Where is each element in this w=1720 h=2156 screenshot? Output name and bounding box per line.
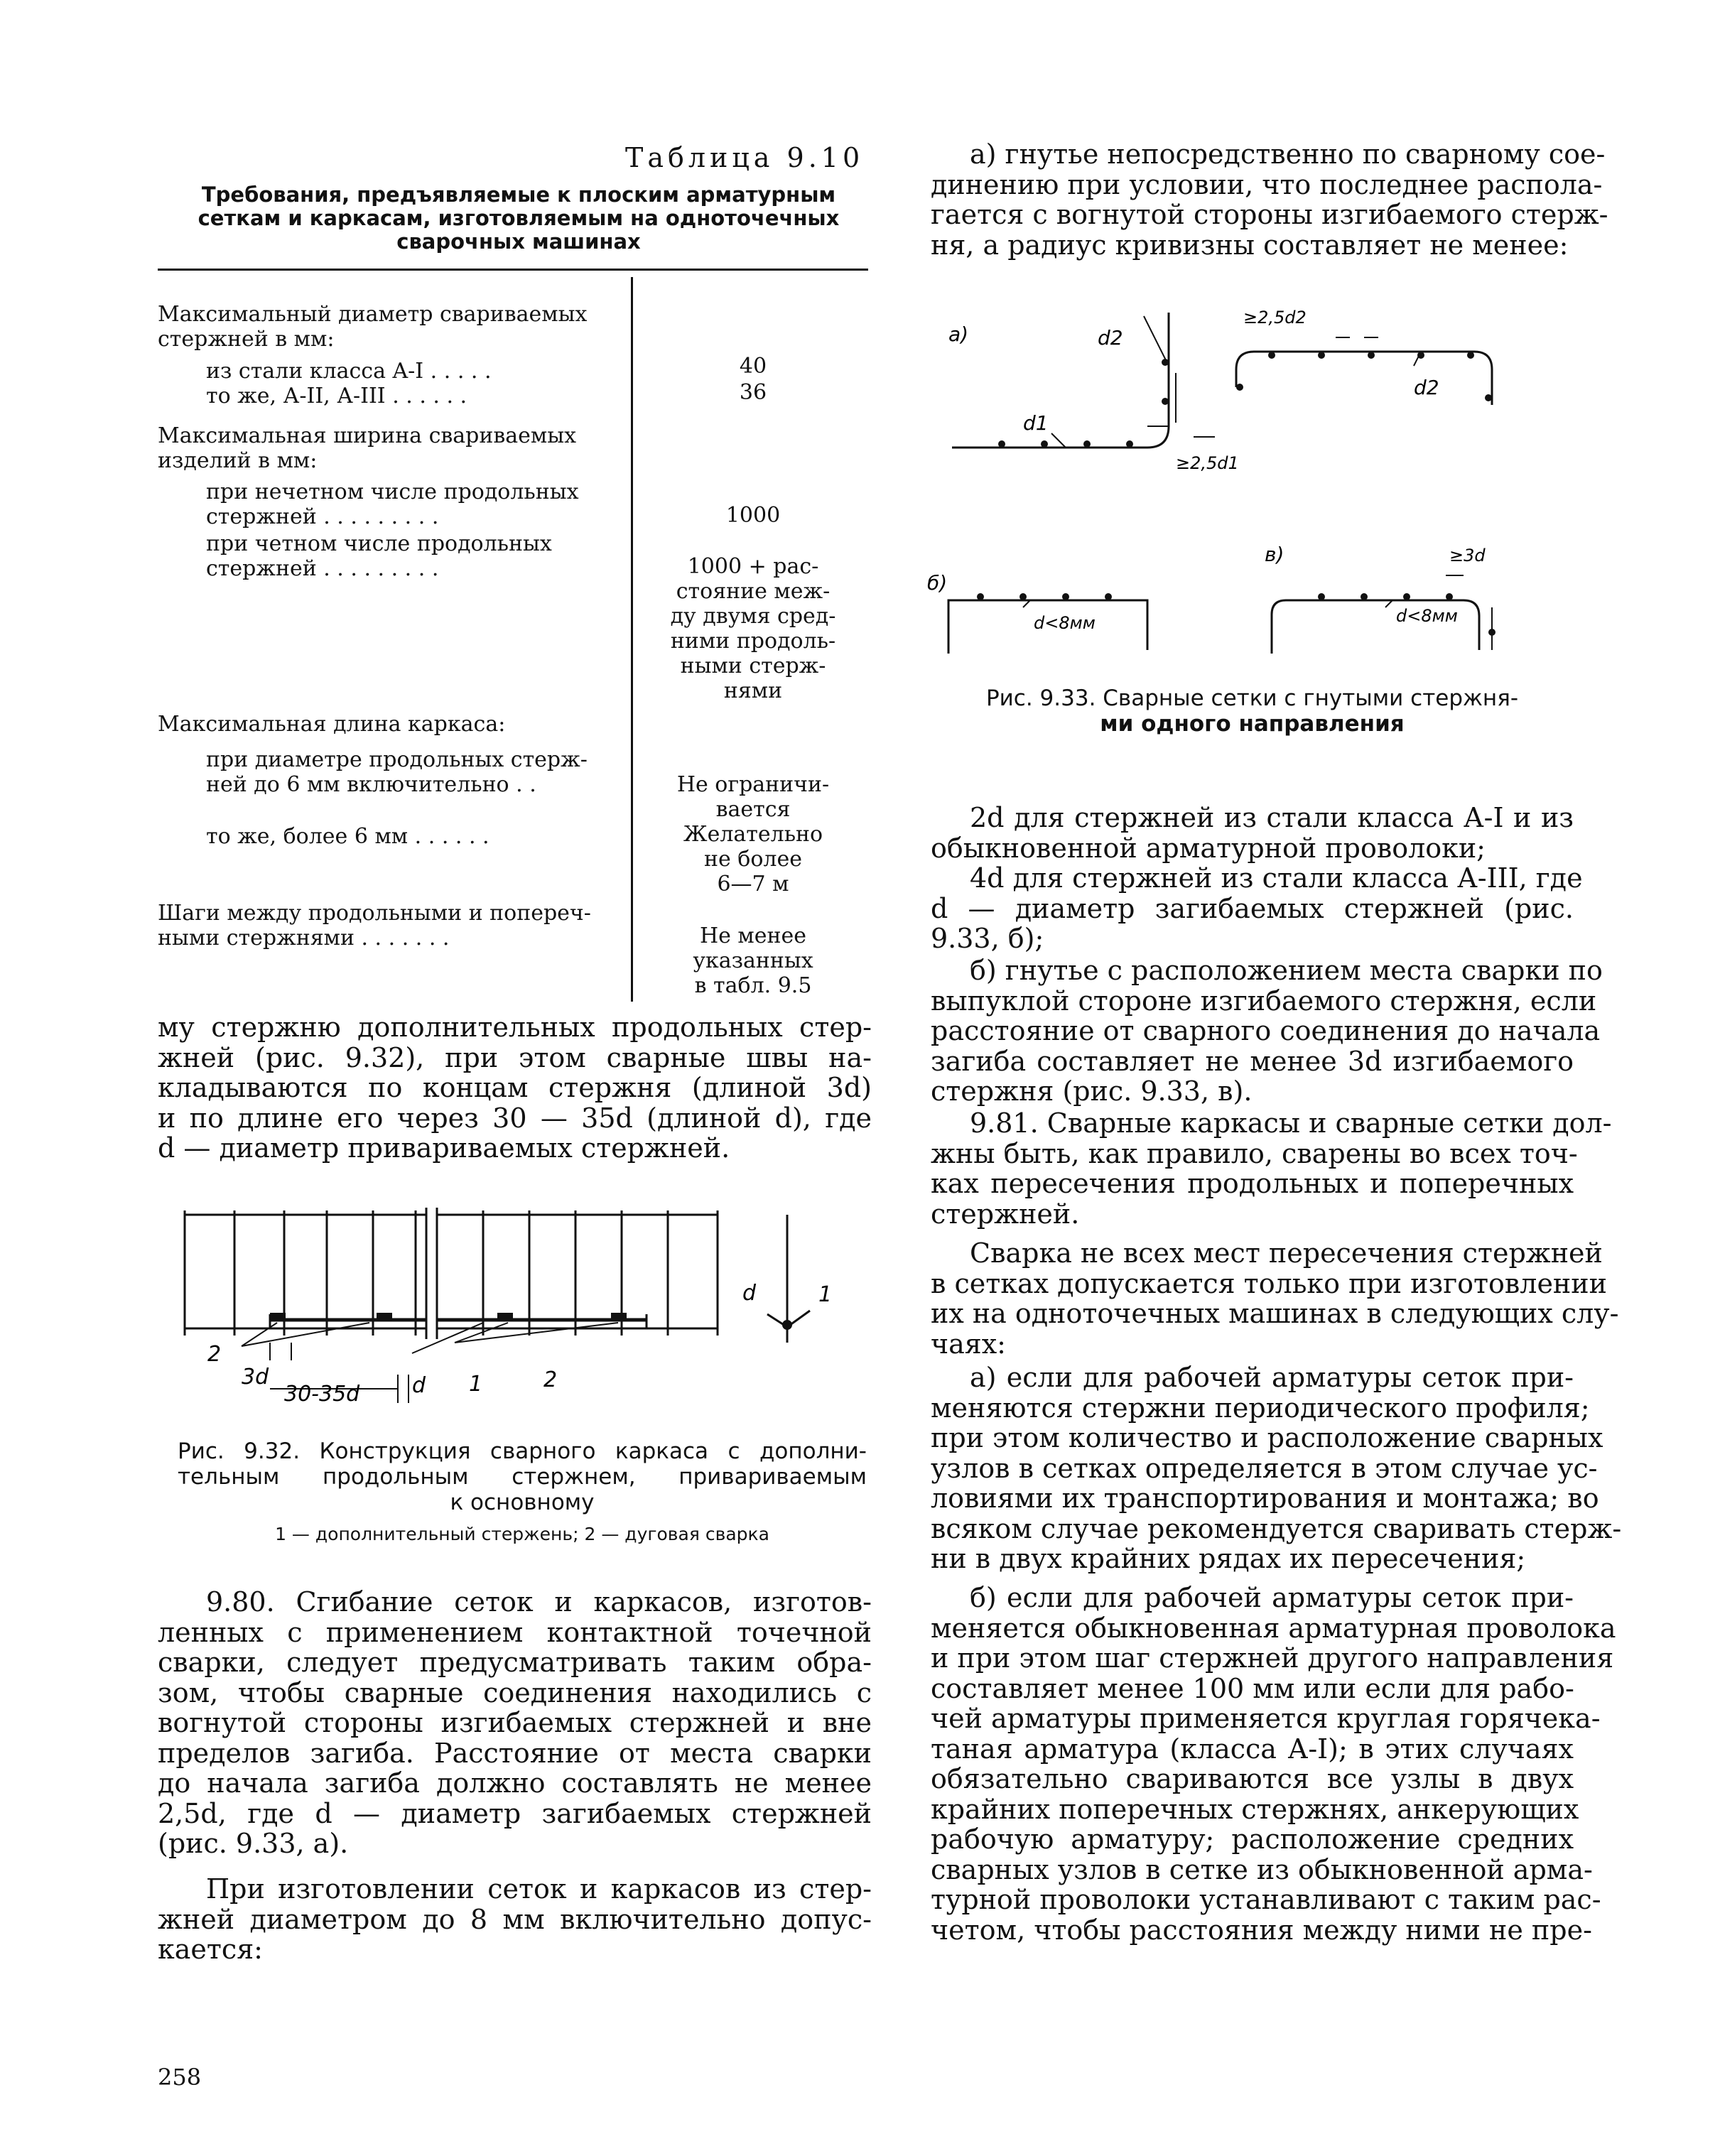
paragraph-4d: 4d для стержней из стали класса А-III, где d — диаметр загибаемых стержней (рис. 9.33, б); (931, 862, 1583, 954)
table-value-odd: 1000 (725, 503, 781, 528)
fig932-label-2-left: 2 (207, 1342, 222, 1367)
table-value-a2-a3: 36 (739, 380, 767, 405)
figure-9-33-caption: Рис. 9.33. Сварные сетки с гнутыми стержня- ми одного направления (985, 686, 1519, 737)
fig932-label-d-side: d (742, 1281, 757, 1306)
paragraph-9-80: 9.80. Сгибание сеток и каркасов, изготов- ленных с применением контактной точечной сварки, следует предусматривать таким обра- зом, чтобы сварные соединения находились с вогнутой стороны изгибаемых стержней и вне пределов загиба. Расстояние от места сварки до начала загиба должно составлять не менее 2,5d, где d — диаметр загибаемых стержней (рис. 9.33, а). (158, 1586, 872, 1859)
table-value-steps: Не менее указанных в табл. 9.5 (693, 923, 813, 998)
table-row-max-width: Максимальная ширина свариваемых изделий в мм: (158, 423, 577, 473)
table-title: Требования, предъявляемые к плоским арматурным сеткам и каркасам, изготовляемым на одноточечных сварочных машинах (198, 183, 840, 254)
fig932-label-3d: 3d (242, 1365, 269, 1390)
table-value-up-to-6: Не ограничи- вается (676, 772, 830, 822)
table-value-a1: 40 (739, 354, 767, 379)
table-value-over-6: Желательно не более 6—7 м (683, 822, 823, 896)
paragraph-b-bending: б) гнутье с расположением места сварки по выпуклой стороне изгибаемого стержня, если расстояние от сварного соединения до начала загиба составляет не менее 3d изгибаемого стержня (рис. 9.33, в). (931, 955, 1603, 1107)
table-row-steps: Шаги между продольными и попереч- ными стержнями . . . . . . . (158, 901, 591, 950)
page-number: 258 (158, 2064, 202, 2091)
paragraph-manufacture: При изготовлении сеток и каркасов из стер- жней диаметром до 8 мм включительно допус- кается: (158, 1873, 872, 1965)
figure-9-32-welded-frame (171, 1201, 867, 1414)
table-value-even: 1000 + рас- стояние меж- ду двумя сред- ними продоль- ными стерж- нями (670, 554, 836, 703)
paragraph-case-b: б) если для рабочей арматуры сеток при- меняется обыкновенная арматурная проволока и при этом шаг стержней другого направления составляет менее 100 мм или если для рабо- чей арматуры применяется круглая горячека- таная арматура (класса А-I); в этих случаях обязательно свариваются все узлы в двух крайних поперечных стержнях, анкерующих рабочую арматуру; расположение средних сварных узлов в сетке из обыкновенной арма- турной проволоки устанавливают с таким рас- четом, чтобы расстояния между ними не пре- (931, 1582, 1616, 1946)
table-row-a1: из стали класса A-I . . . . . (206, 359, 492, 384)
fig933-label-r25d1: ≥2,5d1 (1176, 453, 1239, 473)
fig932-label-1-side: 1 (818, 1282, 833, 1307)
fig933-label-r3d: ≥3d (1449, 546, 1486, 565)
paragraph-case-a: а) если для рабочей арматуры сеток при- меняются стержни периодического профиля; при этом количество и расположение сварных узлов в сетках определяется в этом случае ус- ловиями их транспортирования и монтажа; во всяком случае рекомендуется сваривать стерж- ни в двух крайних рядах их пересечения; (931, 1362, 1622, 1574)
figure-9-33-bent-meshes (924, 295, 1577, 664)
fig933-label-b: б) (927, 571, 948, 595)
paragraph-a-bending: а) гнутье непосредственно по сварному сое- динению при условии, что последнее распола- гается с вогнутой стороны изгибаемого стерж- ня, а радиус кривизны составляет не менее: (931, 139, 1608, 261)
paragraph-welding-cases: Сварка не всех мест пересечения стержней в сетках допускается только при изготовлении их на одноточечных машинах в следующих слу- чаях: (931, 1237, 1619, 1360)
fig933-label-d1: d1 (1023, 411, 1049, 435)
fig932-label-d-bottom: d (412, 1373, 426, 1398)
table-number: Таблица 9.10 (625, 142, 865, 173)
figure-9-32-caption: Рис. 9.32. Конструкция сварного каркаса с дополни- тельным продольным стержнем, привариваемым к основному (178, 1439, 867, 1515)
table-top-rule (158, 269, 868, 271)
fig933-label-d2-left: d2 (1098, 326, 1123, 350)
table-row-odd: при нечетном числе продольных стержней . . . . . . . . . (206, 480, 579, 529)
table-row-up-to-6: при диаметре продольных стерж- ней до 6 мм включительно . . (206, 747, 588, 797)
table-column-divider (631, 277, 633, 1002)
fig932-label-2-right: 2 (543, 1367, 558, 1392)
fig933-label-a: а) (948, 323, 969, 346)
paragraph-9-81: 9.81. Сварные каркасы и сварные сетки дол- жны быть, как правило, сварены во всех точ- ках пересечения продольных и поперечных стержней. (931, 1107, 1612, 1230)
paragraph-continuation: му стержню дополнительных продольных стер- жней (рис. 9.32), при этом сварные швы на- кладываются по концам стержня (длиной 3d) и по длине его через 30 — 35d (длиной d), где d — диаметр привариваемых стержней. (158, 1012, 872, 1164)
table-row-even: при четном числе продольных стержней . . . . . . . . . (206, 531, 552, 581)
paragraph-2d: 2d для стержней из стали класса А-I и из обыкновенной арматурной проволоки; (931, 802, 1574, 864)
fig933-label-d2-right: d2 (1414, 376, 1439, 399)
table-row-over-6: то же, более 6 мм . . . . . . (206, 824, 490, 849)
fig933-label-v: в) (1265, 543, 1284, 566)
fig932-label-length: 30-35d (284, 1382, 360, 1407)
fig933-label-r25d2: ≥2,5d2 (1243, 308, 1307, 327)
table-row-max-length: Максимальная длина каркаса: (158, 712, 506, 737)
table-row-a2-a3: то же, А-II, А-III . . . . . . (206, 384, 467, 408)
fig933-label-d8-b: d<8мм (1034, 613, 1096, 633)
fig933-label-d8-v: d<8мм (1396, 606, 1458, 626)
figure-9-32-legend: 1 — дополнительный стержень; 2 — дуговая сварка (275, 1524, 769, 1544)
table-row-max-diameter: Максимальный диаметр свариваемых стержней в мм: (158, 302, 588, 352)
fig932-label-1: 1 (469, 1372, 483, 1397)
